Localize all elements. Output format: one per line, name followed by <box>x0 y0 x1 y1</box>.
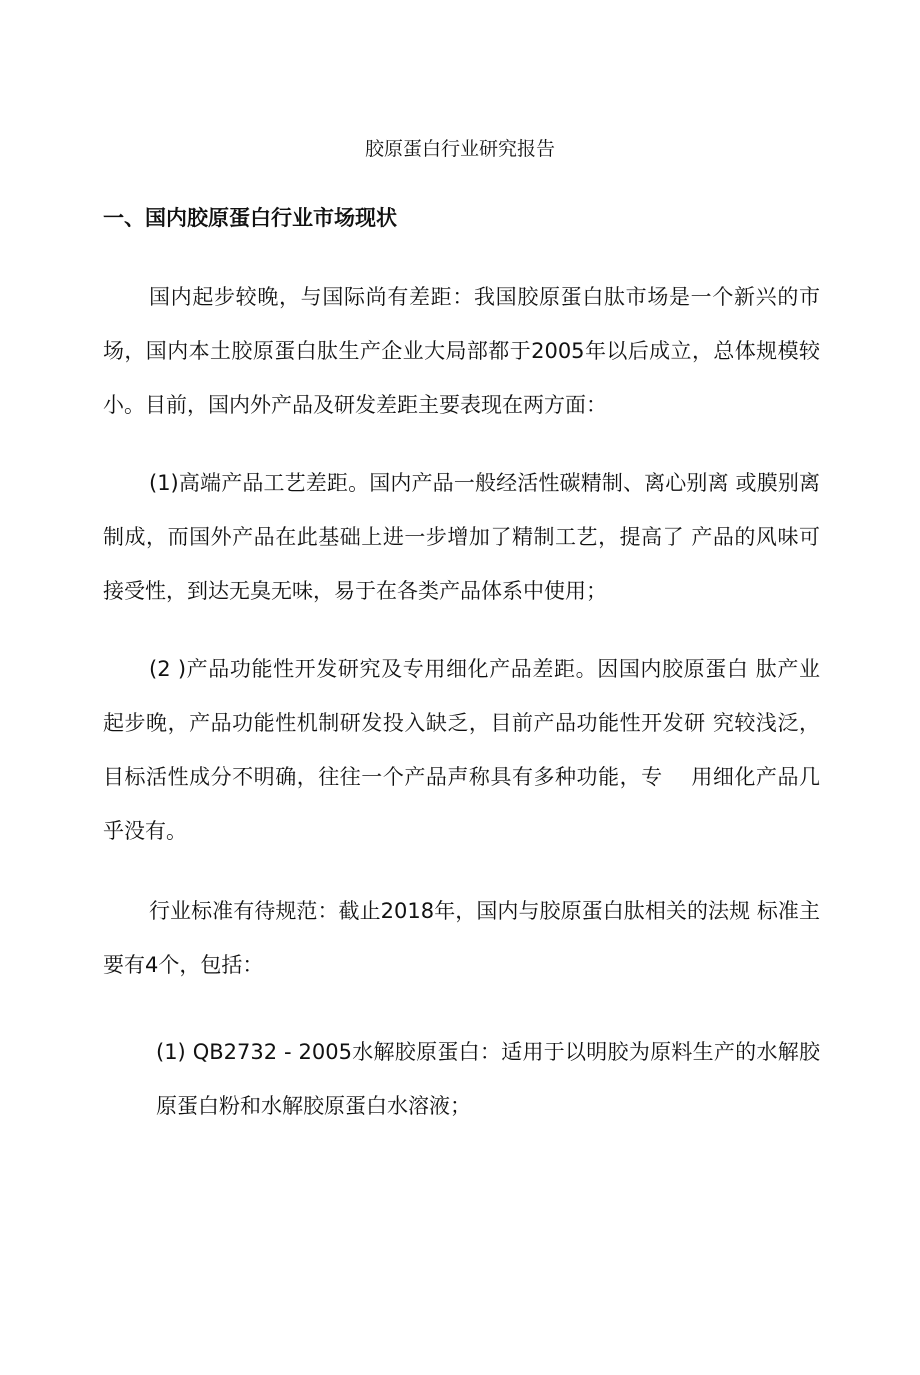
document-title: 胶原蛋白行业研究报告 <box>364 138 555 160</box>
paragraph-function-gap: (2 )产品功能性开发研究及专用细化产品差距。因国内胶原蛋白 肽产业起步晚，产品功能性机制研发投入缺乏，目前产品功能性开发研 究较浅泛，目标活性成分不明确，往往一个产品声称具有多种功能，专 用细化产品几乎没有。 <box>103 657 820 843</box>
paragraph-standard-item-1: (1) QB2732 - 2005水解胶原蛋白：适用于以明胶为原料生产的水解胶原蛋白粉和水解胶原蛋白水溶液； <box>156 1040 820 1118</box>
section-heading: 一、国内胶原蛋白行业市场现状 <box>103 206 397 230</box>
paragraph-process-gap: (1)高端产品工艺差距。国内产品一般经活性碳精制、离心别离 或膜别离制成，而国外产品在此基础上进一步增加了精制工艺，提高了 产品的风味可接受性，到达无臭无味，易于在各类产品体系中使用； <box>103 471 820 603</box>
paragraph-domestic-start: 国内起步较晚，与国际尚有差距：我国胶原蛋白肽市场是一个新兴的市场，国内本土胶原蛋白肽生产企业大局部都于2005年以后成立，总体规模较小。目前，国内外产品及研发差距主要表现在两方面： <box>103 285 820 417</box>
paragraph-industry-standards: 行业标准有待规范：截止2018年，国内与胶原蛋白肽相关的法规 标准主要有4个，包括： <box>103 899 820 977</box>
